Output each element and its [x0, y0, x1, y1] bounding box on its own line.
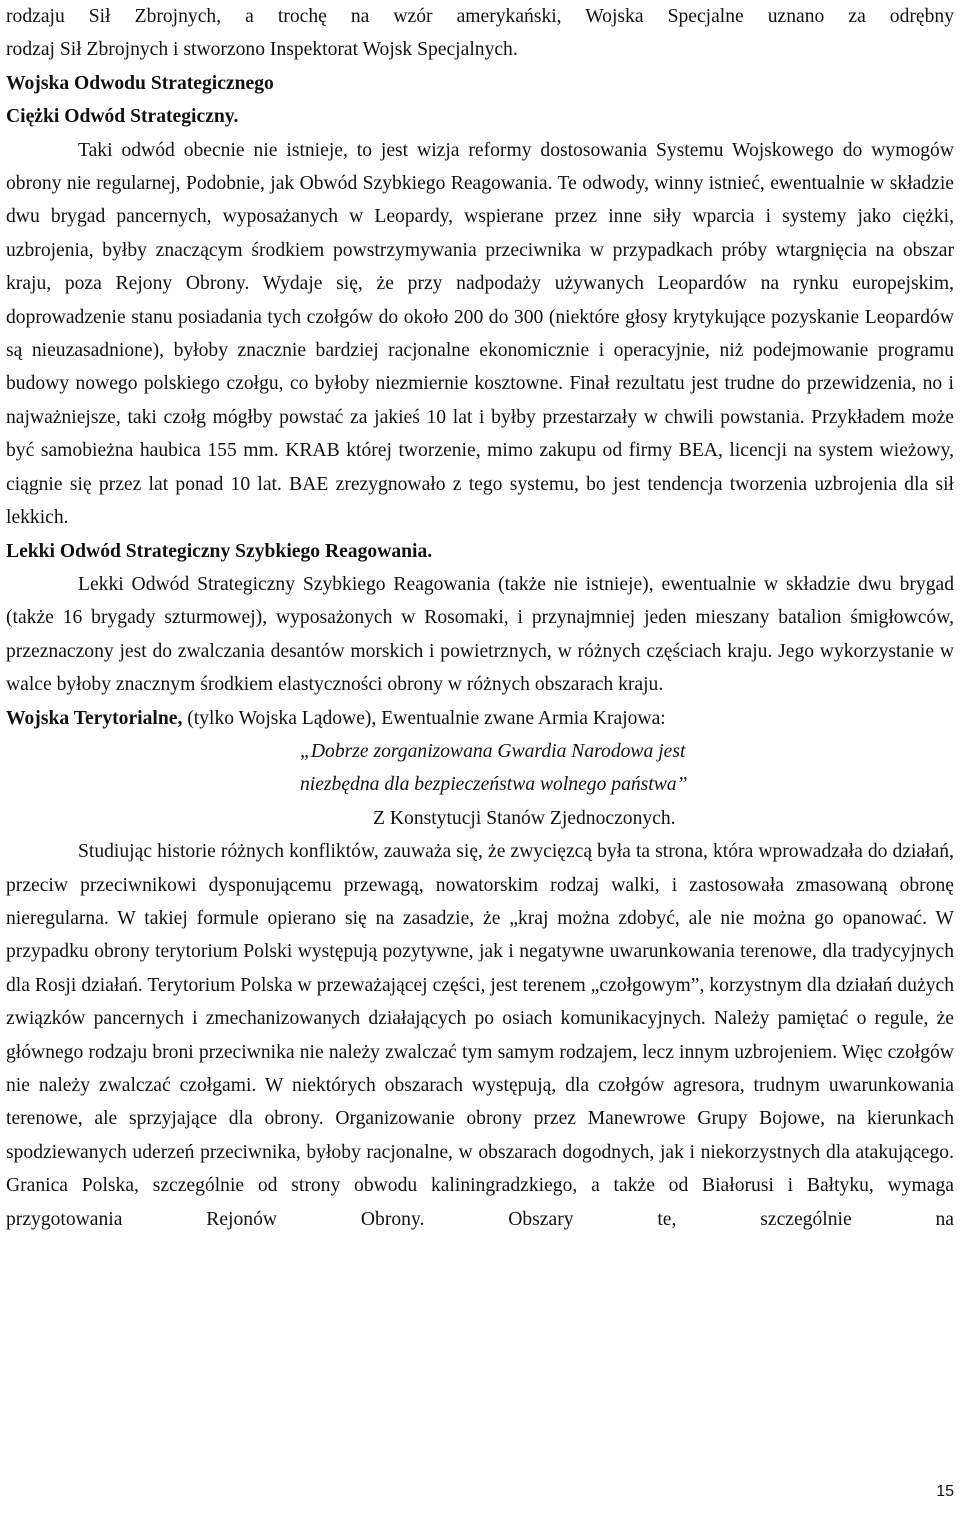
- quote-source: Z Konstytucji Stanów Zjednoczonych.: [373, 807, 676, 829]
- paragraph-territorial: [6, 702, 954, 735]
- heading-light-reserve: Lekki Odwód Strategiczny Szybkiego Reagowania.: [6, 540, 433, 562]
- territorial-bold-label: Wojska Terytorialne,: [6, 707, 183, 729]
- territorial-rest: (tylko Wojska Lądowe), Ewentualnie zwane Armia Krajowa:: [182, 707, 666, 729]
- paragraph-intro-line1: rodzaju Sił Zbrojnych, a trochę na wzór amerykański, Wojska Specjalne uznano za odrębny: [6, 6, 954, 27]
- paragraph-intro-line2: rodzaj Sił Zbrojnych i stworzono Inspektorat Wojsk Specjalnych.: [6, 39, 518, 61]
- quote-line-1: „Dobrze zorganizowana Gwardia Narodowa jest: [300, 740, 686, 762]
- quote-line-2: niezbędna dla bezpieczeństwa wolnego państwa”: [300, 774, 688, 796]
- heading-heavy-reserve: Ciężki Odwód Strategiczny.: [6, 106, 239, 128]
- paragraph-history: Studiując historie różnych konfliktów, zauważa się, że zwycięzcą była ta strona, która wprowadzała do działań, przeciw przeciwnikowi dysponującemu przewagą, nowatorskim rodzaj walki, i zastosowała zmasowaną obronę nieregularna. W takiej formule opierano się na zasadzie, że „kraj można zdobyć, ale nie można go opanować. W przypadku obrony terytorium Polski występują pozytywne, jak i negatywne uwarunkowania terenowe, dla tradycyjnych dla Rosji działań. Terytorium Polska w przeważającej części, jest terenem „czołgowym”, korzystnym dla działań dużych związków pancernych i zmechanizowanych działających po osiach komunikacyjnych. Należy pamiętać o regule, że głównego rodzaju broni przeciwnika nie należy zwalczać tym samym rodzajem, lecz innym uzbrojeniem. Więc czołgów nie należy zwalczać czołgami. W niektórych obszarach występują, dla czołgów agresora, trudnym uwarunkowania terenowe, ale sprzyjające dla obrony. Organizowanie obrony przez Manewrowe Grupy Bojowe, na kierunkach spodziewanych uderzeń przeciwnika, byłoby racjonalne, w obszarach dogodnych, jak i niekorzystnych dla atakującego. Granica Polska, szczególnie od strony obwodu kaliningradzkiego, a także od Białorusi i Bałtyku, wymaga przygotowania Rejonów Obrony. Obszary te, szczególnie na: [6, 841, 954, 1230]
- paragraph-light-reserve: Lekki Odwód Strategiczny Szybkiego Reagowania (także nie istnieje), ewentualnie w składzie dwu brygad (także 16 brygady szturmowej), wyposażonych w Rosomaki, i przynajmniej jeden mieszany batalion śmigłowców, przeznaczony jest do zwalczania desantów morskich i powietrznych, w różnych częściach kraju. Jego wykorzystanie w walce byłoby znacznym środkiem elastyczności obrony w różnych obszarach kraju.: [6, 573, 954, 696]
- page-number: 15: [936, 1483, 954, 1500]
- paragraph-heavy-reserve: Taki odwód obecnie nie istnieje, to jest wizja reformy dostosowania Systemu Wojskowego do wymogów obrony nie regularnej, Podobnie, jak Obwód Szybkiego Reagowania. Te odwody, winny istnieć, ewentualnie w składzie dwu brygad pancernych, wyposażanych w Leopardy, wspierane przez inne siły wparcia i systemy jako ciężki, uzbrojenia, byłby znaczącym środkiem powstrzymywania przeciwnika w przypadkach próby wtargnięcia na obszar kraju, poza Rejony Obrony. Wydaje się, że przy nadpodaży używanych Leopardów na rynku europejskim, doprowadzenie stanu posiadania tych czołgów do około 200 do 300 (niektóre głosy krytykujące pozyskanie Leopardów są nieuzasadnione), byłoby znacznie bardziej racjonalne ekonomicznie i operacyjnie, niż podejmowanie programu budowy nowego polskiego czołgu, co byłoby niezmiernie kosztowne. Finał rezultatu jest trudne do przewidzenia, no i najważniejsze, taki czołg mógłby powstać za jakieś 10 lat i byłby przestarzały w chwili powstania. Przykładem może być samobieżna haubica 155 mm. KRAB której tworzenie, mimo zakupu od firmy BEA, licencji na system wieżowy, ciągnie się przez lat ponad 10 lat. BAE zrezygnowało z tego systemu, bo jest tendencja tworzenia uzbrojenia dla sił lekkich.: [6, 139, 954, 529]
- heading-strategic-reserve: Wojska Odwodu Strategicznego: [6, 72, 274, 94]
- document-page: [6, 0, 954, 1236]
